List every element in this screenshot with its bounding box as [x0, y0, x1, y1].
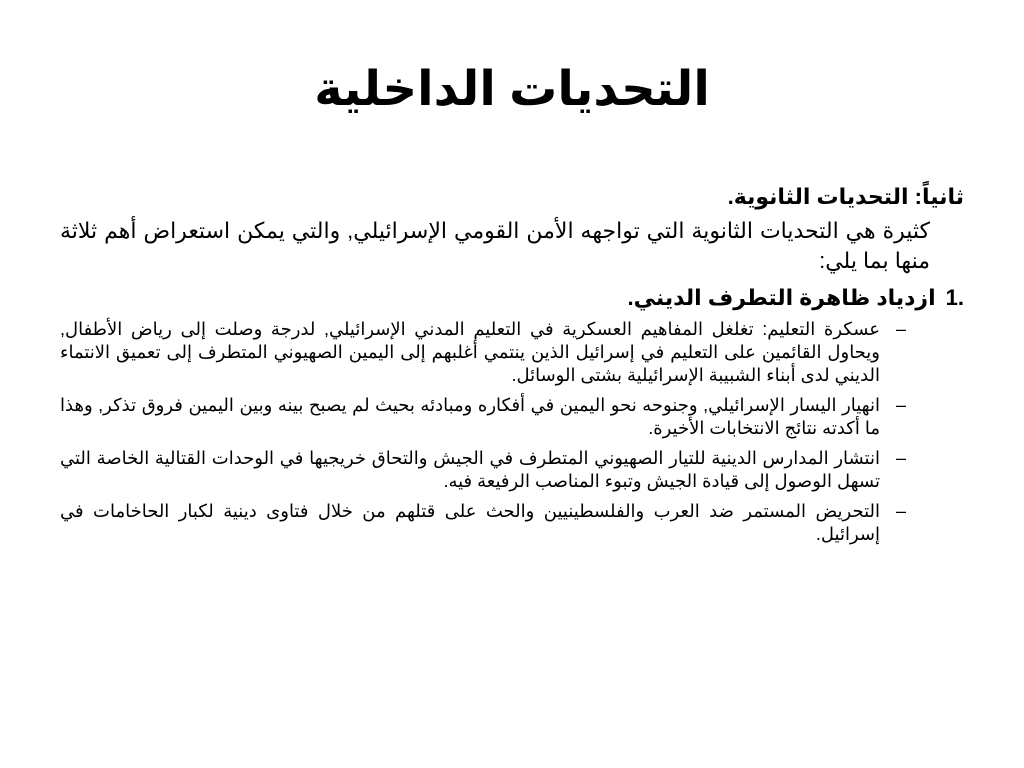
sub-item-list: [60, 318, 964, 546]
numbered-point: [60, 282, 964, 314]
list-item-text: التحريض المستمر ضد العرب والفلسطينيين والحث على قتلهم من خلال فتاوى دينية لكبار الحاخامات في إسرائيل.: [60, 501, 880, 544]
dash-bullet: –: [895, 448, 906, 468]
list-item-text: انهيار اليسار الإسرائيلي, وجنوحه نحو اليمين في أفكاره ومبادئه بحيث لم يصبح بينه وبين اليمين فروق تذكر, وهذا ما أكدته نتائج الانتخابات الأخيرة.: [60, 395, 880, 438]
dash-bullet: –: [895, 395, 906, 415]
dash-bullet: –: [895, 501, 906, 521]
intro-paragraph: كثيرة هي التحديات الثانوية التي تواجهه الأمن القومي الإسرائيلي, والتي يمكن استعراض أهم ثلاثة منها بما يلي:: [60, 218, 930, 273]
list-item: [60, 500, 964, 546]
list-item: [60, 394, 964, 440]
point-text: ازدياد ظاهرة التطرف الديني.: [627, 285, 936, 310]
slide-body: [60, 182, 964, 553]
section-heading: ثانياً: التحديات الثانوية.: [727, 184, 964, 209]
dash-bullet: –: [895, 319, 906, 339]
list-item: [60, 447, 964, 493]
point-number: 1.: [945, 285, 964, 310]
slide-title: التحديات الداخلية: [314, 63, 710, 116]
list-item-text: عسكرة التعليم: تغلغل المفاهيم العسكرية في التعليم المدني الإسرائيلي, لدرجة وصلت إلى رياض الأطفال, ويحاول القائمين على التعليم في إسرائيل الذين ينتمي أغلبهم إلى اليمين الصهيوني المتطرف إلى تعميق الانتماء الديني لدى أبناء الشبيبة الإسرائيلية بشتى الوسائل.: [60, 319, 880, 385]
list-item: [60, 318, 964, 387]
list-item-text: انتشار المدارس الدينية للتيار الصهيوني المتطرف في الجيش والتحاق خريجيها في الوحدات القتالية الخاصة التي تسهل الوصول إلى قيادة الجيش وتبوء المناصب الرفيعة فيه.: [60, 448, 880, 491]
